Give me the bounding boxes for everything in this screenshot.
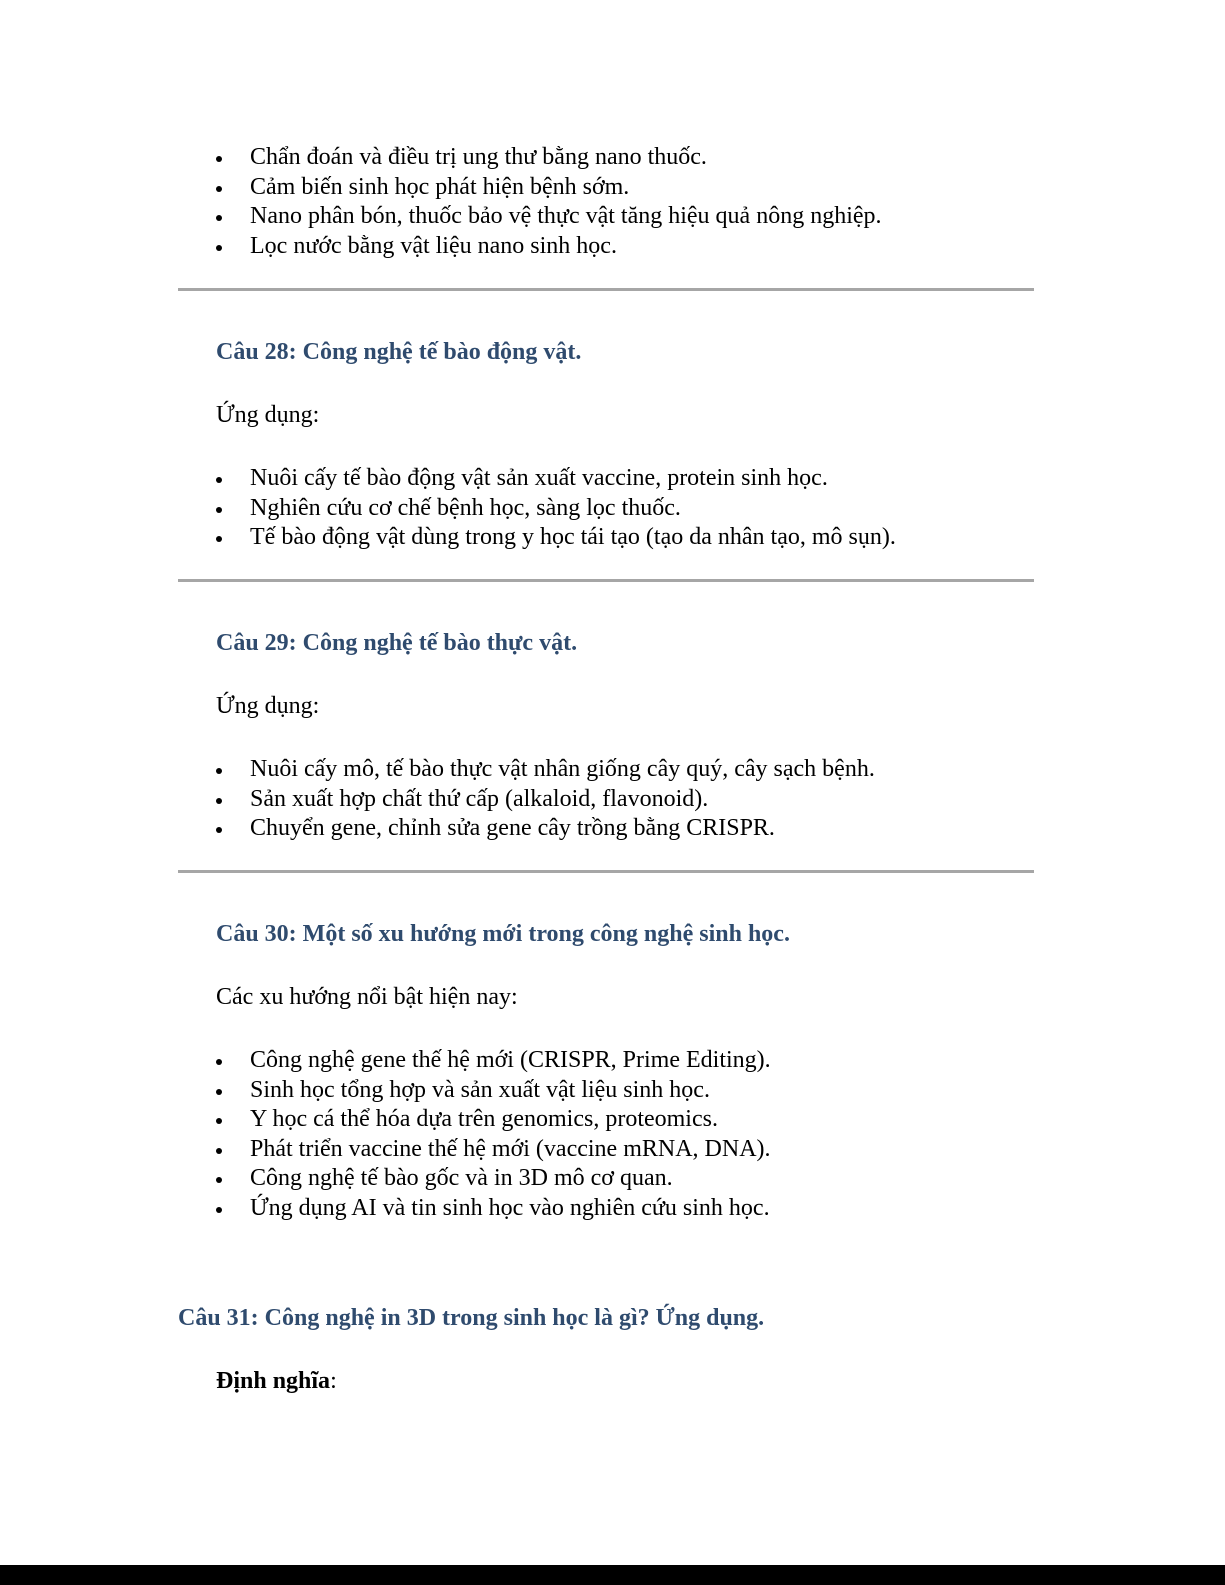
definition-label: Định nghĩa xyxy=(216,1368,331,1394)
q29-bullet-list xyxy=(216,755,875,844)
q30-label: Các xu hướng nổi bật hiện nay: xyxy=(216,984,518,1010)
q29-heading: Câu 29: Công nghệ tế bào thực vật. xyxy=(216,630,578,656)
list-item: Chuyển gene, chỉnh sửa gene cây trồng bằng CRISPR. xyxy=(250,814,875,844)
list-item: Ứng dụng AI và tin sinh học vào nghiên cứu sinh học. xyxy=(250,1194,771,1224)
list-item: Cảm biến sinh học phát hiện bệnh sớm. xyxy=(250,173,882,203)
list-item: Sản xuất hợp chất thứ cấp (alkaloid, flavonoid). xyxy=(250,785,875,815)
list-item: Lọc nước bằng vật liệu nano sinh học. xyxy=(250,232,882,262)
section-divider xyxy=(178,288,1034,291)
list-item: Công nghệ gene thế hệ mới (CRISPR, Prime Editing). xyxy=(250,1046,771,1076)
list-item: Công nghệ tế bào gốc và in 3D mô cơ quan. xyxy=(250,1164,771,1194)
page-bottom-edge xyxy=(0,1565,1225,1585)
list-item: Tế bào động vật dùng trong y học tái tạo (tạo da nhân tạo, mô sụn). xyxy=(250,523,896,553)
q28-bullet-list xyxy=(216,464,896,553)
q30-bullet-list xyxy=(216,1046,771,1223)
list-item: Nuôi cấy tế bào động vật sản xuất vaccine, protein sinh học. xyxy=(250,464,896,494)
list-item: Nano phân bón, thuốc bảo vệ thực vật tăng hiệu quả nông nghiệp. xyxy=(250,202,882,232)
intro-bullet-list xyxy=(216,143,882,261)
q30-heading: Câu 30: Một số xu hướng mới trong công nghệ sinh học. xyxy=(216,921,790,947)
q29-label: Ứng dụng: xyxy=(216,693,320,719)
list-item: Nghiên cứu cơ chế bệnh học, sàng lọc thuốc. xyxy=(250,494,896,524)
list-item: Sinh học tổng hợp và sản xuất vật liệu sinh học. xyxy=(250,1076,771,1106)
list-item: Y học cá thể hóa dựa trên genomics, proteomics. xyxy=(250,1105,771,1135)
definition-colon: : xyxy=(330,1368,337,1394)
q31-heading: Câu 31: Công nghệ in 3D trong sinh học là gì? Ứng dụng. xyxy=(178,1305,765,1331)
list-item: Phát triển vaccine thế hệ mới (vaccine mRNA, DNA). xyxy=(250,1135,771,1165)
q28-label: Ứng dụng: xyxy=(216,402,320,428)
section-divider xyxy=(178,870,1034,873)
q28-heading: Câu 28: Công nghệ tế bào động vật. xyxy=(216,339,582,365)
list-item: Nuôi cấy mô, tế bào thực vật nhân giống cây quý, cây sạch bệnh. xyxy=(250,755,875,785)
section-divider xyxy=(178,579,1034,582)
list-item: Chẩn đoán và điều trị ung thư bằng nano thuốc. xyxy=(250,143,882,173)
q31-definition xyxy=(216,1366,337,1396)
